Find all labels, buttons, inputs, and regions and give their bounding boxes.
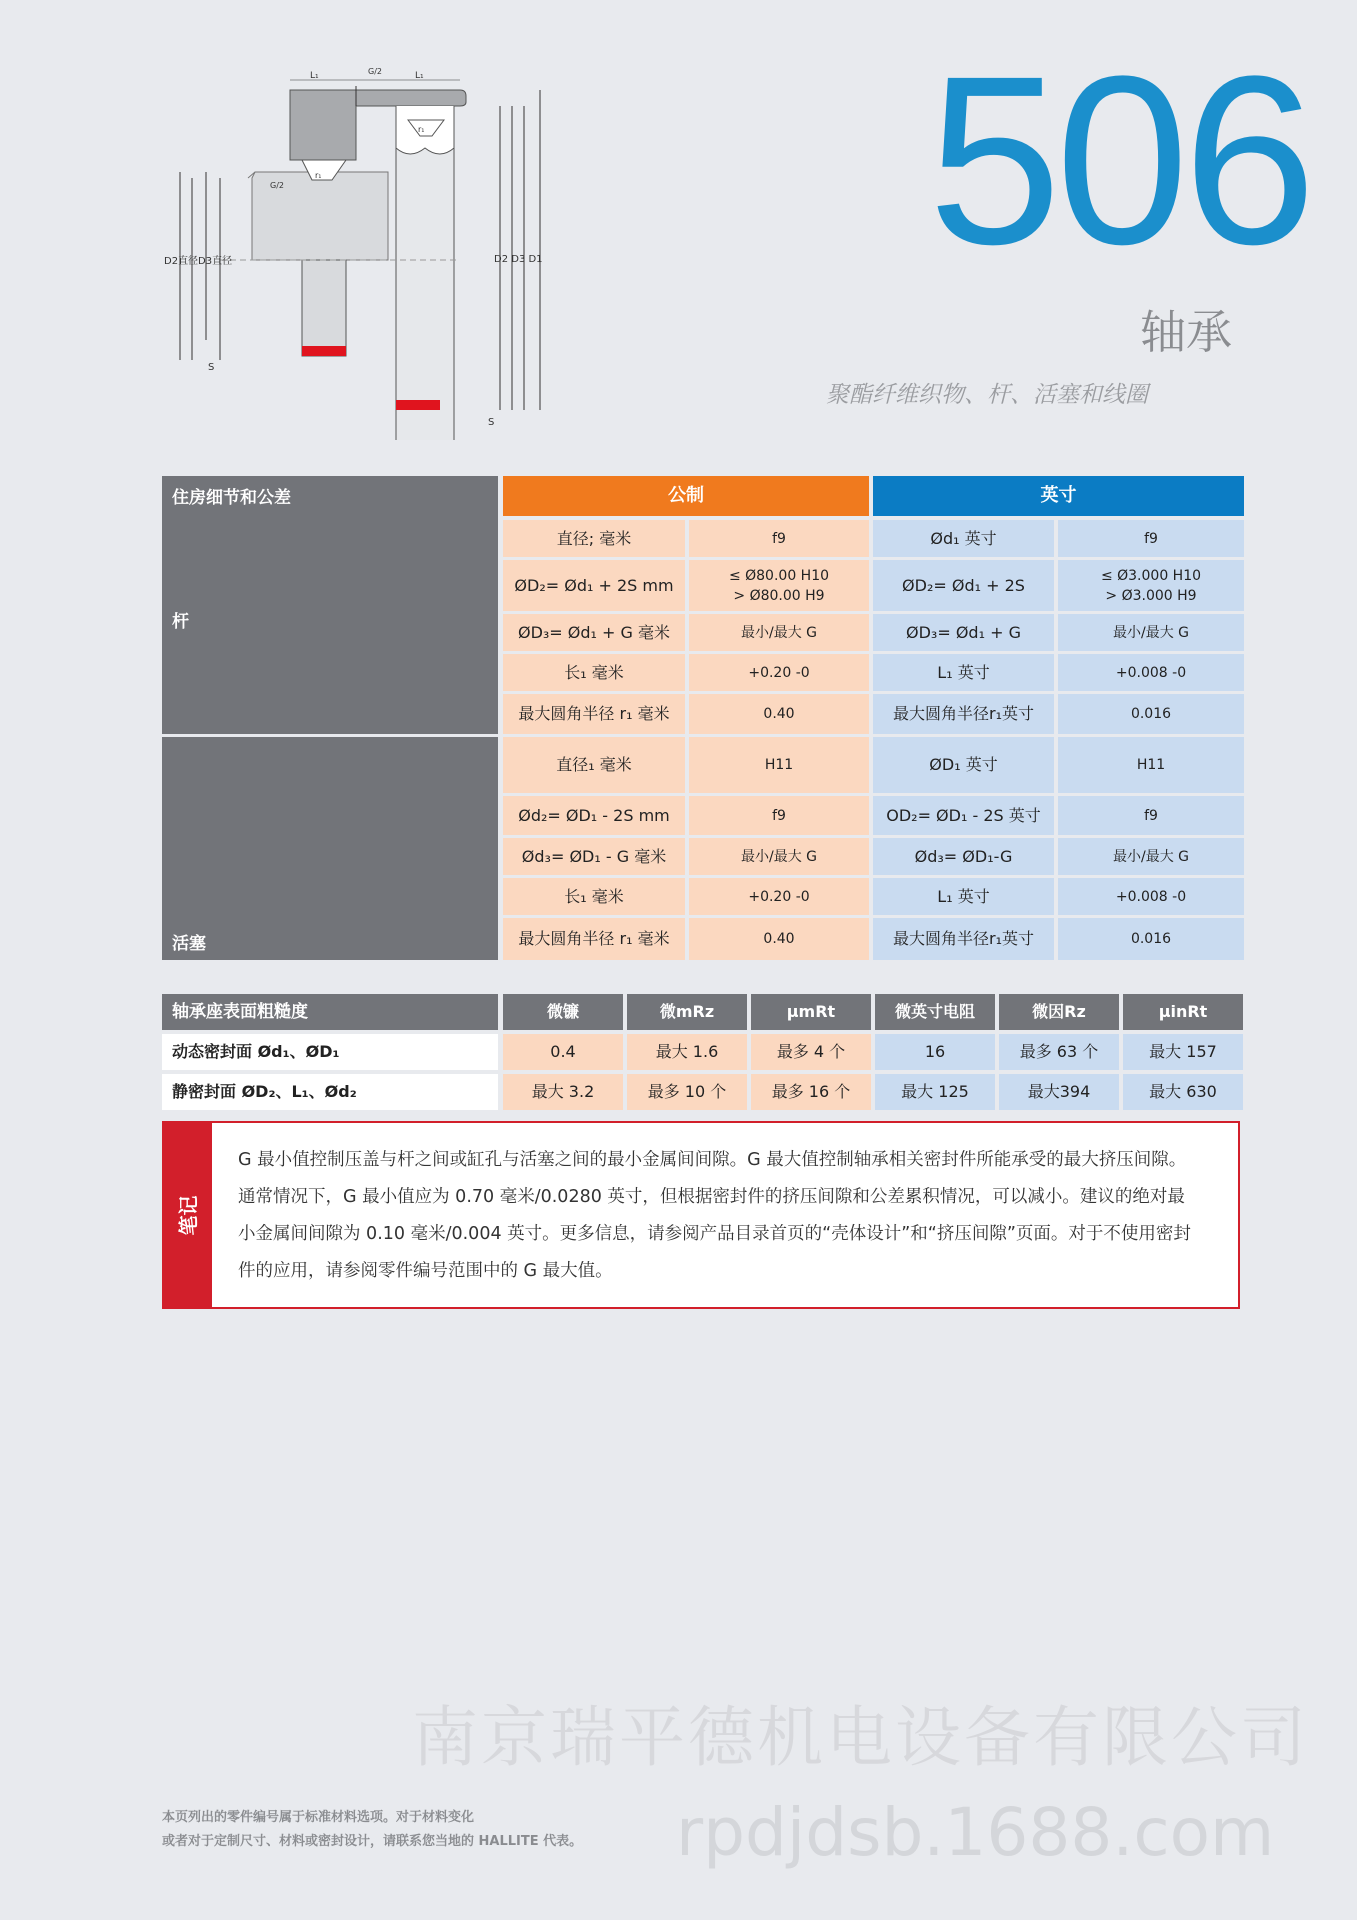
tolerance-cell-m-value: f9	[689, 796, 869, 835]
dim-left-diameters: D2直径D3直径	[164, 256, 233, 267]
roughness-cell: 最多 4 个	[751, 1034, 871, 1070]
dim-l1-left: L₁	[310, 71, 319, 81]
tolerance-cell-m-value: 最小/最大 G	[689, 838, 869, 875]
tolerance-cell-i-label: L₁ 英寸	[873, 878, 1054, 915]
roughness-cell: 最多 63 个	[999, 1034, 1119, 1070]
roughness-cell: 最大394	[999, 1074, 1119, 1110]
roughness-cell: 16	[875, 1034, 995, 1070]
tolerance-cell-m-label: 直径; 毫米	[503, 520, 685, 557]
section-piston-label: 活塞	[172, 934, 206, 954]
tolerance-cell-m-value: 最小/最大 G	[689, 614, 869, 651]
bearing-cross-section-diagram	[160, 60, 580, 440]
tolerance-cell-i-value: H11	[1058, 737, 1244, 793]
dim-r1-left: r₁	[315, 171, 322, 180]
dim-right-diameters: D2 D3 D1	[494, 254, 543, 265]
tolerance-cell-m-value: +0.20 -0	[689, 878, 869, 915]
tolerance-cell-i-label: Ød₃= ØD₁-G	[873, 838, 1054, 875]
dim-s-left: S	[208, 362, 215, 373]
tolerance-cell-i-value: 0.016	[1058, 694, 1244, 734]
roughness-cell: 最多 10 个	[627, 1074, 747, 1110]
tolerance-cell-i-label: OD₂= ØD₁ - 2S 英寸	[873, 796, 1054, 835]
roughness-cell: 最大 3.2	[503, 1074, 623, 1110]
roughness-cell: 最大 630	[1123, 1074, 1243, 1110]
tolerance-cell-m-label: 长₁ 毫米	[503, 654, 685, 691]
roughness-cell: 最大 1.6	[627, 1034, 747, 1070]
tolerance-cell-m-value: +0.20 -0	[689, 654, 869, 691]
tolerance-cell-i-label: ØD₂= Ød₁ + 2S	[873, 560, 1054, 611]
roughness-cell: 最大 125	[875, 1074, 995, 1110]
tolerance-cell-m-label: Ød₃= ØD₁ - G 毫米	[503, 838, 685, 875]
dim-s-right: S	[488, 417, 495, 428]
roughness-cell: 最多 16 个	[751, 1074, 871, 1110]
roughness-cell: 0.4	[503, 1034, 623, 1070]
tolerance-cell-i-value: f9	[1058, 520, 1244, 557]
page-title: 轴承	[1140, 305, 1232, 359]
tolerance-cell-i-value: 最小/最大 G	[1058, 614, 1244, 651]
roughness-header: 轴承座表面粗糙度	[162, 994, 498, 1030]
roughness-row-label: 静密封面 ØD₂、L₁、Ød₂	[162, 1074, 498, 1110]
tolerance-cell-m-label: Ød₂= ØD₁ - 2S mm	[503, 796, 685, 835]
tolerance-cell-m-value: H11	[689, 737, 869, 793]
bearing-right	[396, 400, 440, 410]
note-label: 笔记	[176, 1195, 201, 1235]
dim-g2-top: G/2	[368, 67, 382, 76]
dim-l1-right: L₁	[415, 71, 424, 81]
tolerance-cell-i-value: f9	[1058, 796, 1244, 835]
tolerance-cell-i-value: 最小/最大 G	[1058, 838, 1244, 875]
dim-r1-right: r₁	[418, 125, 425, 134]
tolerance-cell-m-label: ØD₂= Ød₁ + 2S mm	[503, 560, 685, 611]
tolerance-cell-m-value: f9	[689, 520, 869, 557]
tolerance-cell-i-label: 最大圆角半径r₁英寸	[873, 918, 1054, 960]
metric-header: 公制	[503, 476, 869, 516]
tolerance-side-header-label: 住房细节和公差	[172, 488, 291, 508]
roughness-column-header: 微mRz	[627, 994, 747, 1030]
tolerance-cell-i-value: 0.016	[1058, 918, 1244, 960]
tolerance-cell-i-value: +0.008 -0	[1058, 654, 1244, 691]
roughness-column-header: 微英寸电阻	[875, 994, 995, 1030]
roughness-column-header: µinRt	[1123, 994, 1243, 1030]
tolerance-cell-m-value: ≤ Ø80.00 H10 > Ø80.00 H9	[689, 560, 869, 611]
tolerance-cell-i-value: +0.008 -0	[1058, 878, 1244, 915]
footer-line-2: 或者对于定制尺寸、材料或密封设计，请联系您当地的 HALLITE 代表。	[162, 1834, 583, 1849]
section-rod-label: 杆	[172, 612, 189, 632]
watermark-site: rpdjdsb.1688.com	[676, 1794, 1275, 1871]
footer-line-1: 本页列出的零件编号属于标准材料选项。对于材料变化	[162, 1810, 475, 1825]
section-piston-block	[162, 737, 498, 960]
tolerance-cell-m-label: 直径₁ 毫米	[503, 737, 685, 793]
tolerance-cell-i-label: 最大圆角半径r₁英寸	[873, 694, 1054, 734]
roughness-column-header: 微镰	[503, 994, 623, 1030]
tolerance-cell-m-value: 0.40	[689, 694, 869, 734]
tolerance-cell-i-label: ØD₃= Ød₁ + G	[873, 614, 1054, 651]
tolerance-cell-i-value: ≤ Ø3.000 H10 > Ø3.000 H9	[1058, 560, 1244, 611]
roughness-cell: 最大 157	[1123, 1034, 1243, 1070]
note-text: G 最小值控制压盖与杆之间或缸孔与活塞之间的最小金属间间隙。G 最大值控制轴承相关密封件所能承受的最大挤压间隙。通常情况下，G 最小值应为 0.70 毫米/0.0280 英寸，但根据密封件的挤压间隙和公差累积情况，可以减小。建议的绝对最小金属间间隙为 0.10 毫米/0.004 英寸。更多信息，请参阅产品目录首页的“壳体设计”和“挤压间隙”页面。对于不使用密封件的应用，请参阅零件编号范围中的 G 最大值。	[238, 1150, 1191, 1281]
part-number: 506	[928, 26, 1311, 294]
bearing-left	[302, 346, 346, 356]
tolerance-cell-i-label: Ød₁ 英寸	[873, 520, 1054, 557]
tolerance-cell-i-label: L₁ 英寸	[873, 654, 1054, 691]
dim-g2-left: G/2	[270, 181, 284, 190]
tolerance-cell-m-value: 0.40	[689, 918, 869, 960]
tolerance-cell-m-label: 长₁ 毫米	[503, 878, 685, 915]
watermark-company: 南京瑞平德机电设备有限公司	[412, 1699, 1309, 1776]
tolerance-cell-m-label: 最大圆角半径 r₁ 毫米	[503, 694, 685, 734]
tolerance-cell-i-label: ØD₁ 英寸	[873, 737, 1054, 793]
roughness-row-label: 动态密封面 Ød₁、ØD₁	[162, 1034, 498, 1070]
inch-header: 英寸	[873, 476, 1244, 516]
tolerance-cell-m-label: ØD₃= Ød₁ + G 毫米	[503, 614, 685, 651]
note-label-wrap	[162, 1121, 212, 1309]
page-subtitle: 聚酯纤维织物、杆、活塞和线圈	[826, 382, 1148, 408]
roughness-column-header: µmRt	[751, 994, 871, 1030]
roughness-column-header: 微因Rz	[999, 994, 1119, 1030]
tolerance-cell-m-label: 最大圆角半径 r₁ 毫米	[503, 918, 685, 960]
